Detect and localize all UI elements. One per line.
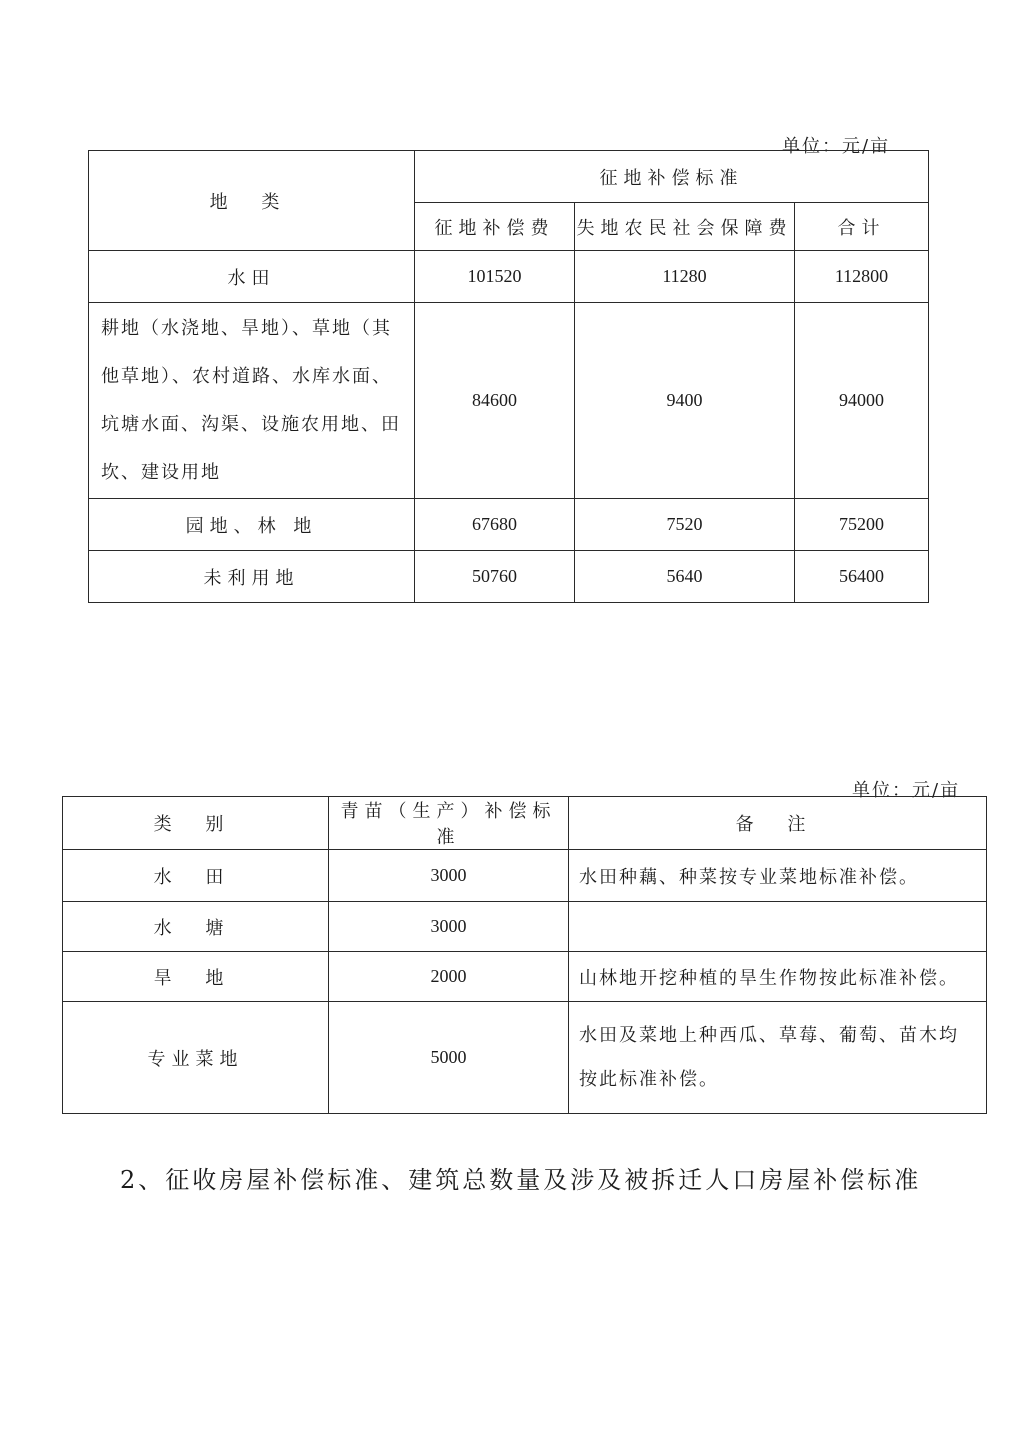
land-type-cell: 耕地（水浇地、旱地）、草地（其他草地）、农村道路、水库水面、坑塘水面、沟渠、设施农用地、田坎、建设用地: [89, 303, 415, 499]
security-cell: 9400: [575, 303, 795, 499]
table-row: [63, 952, 987, 1002]
remark-cell: [569, 902, 987, 952]
standard-cell: 5000: [329, 1002, 569, 1114]
security-cell: 11280: [575, 251, 795, 303]
table2-unit: 单位：元/亩: [852, 780, 961, 801]
header-land-type: 地 类: [89, 151, 415, 251]
land-type-cell: 未利用地: [89, 551, 415, 603]
security-cell: 7520: [575, 499, 795, 551]
header-social-security-fee: 失地农民社会保障费: [575, 203, 795, 251]
table-row: [89, 251, 929, 303]
table1-unit: 单位：元/亩: [782, 136, 891, 157]
standard-cell: 3000: [329, 902, 569, 952]
fee-cell: 50760: [415, 551, 575, 603]
header-remark: 备 注: [569, 797, 987, 850]
header-compensation-fee: 征地补偿费: [415, 203, 575, 251]
table-row: [63, 902, 987, 952]
category-cell: 水 田: [63, 850, 329, 902]
total-cell: 94000: [795, 303, 929, 499]
security-cell: 5640: [575, 551, 795, 603]
header-crop-standard: 青苗（生产）补偿标准: [329, 797, 569, 850]
table-row: [89, 303, 929, 499]
total-cell: 56400: [795, 551, 929, 603]
category-cell: 专业菜地: [63, 1002, 329, 1114]
land-type-cell: 水田: [89, 251, 415, 303]
land-type-cell: 园地、林 地: [89, 499, 415, 551]
standard-cell: 3000: [329, 850, 569, 902]
remark-cell: 水田种藕、种菜按专业菜地标准补偿。: [569, 850, 987, 902]
header-total: 合计: [795, 203, 929, 251]
header-category: 类 别: [63, 797, 329, 850]
table-row: [89, 499, 929, 551]
category-cell: 水 塘: [63, 902, 329, 952]
remark-cell: 山林地开挖种植的旱生作物按此标准补偿。: [569, 952, 987, 1002]
header-compensation-standard: 征地补偿标准: [415, 151, 929, 203]
crop-compensation-table: [62, 796, 987, 1114]
remark-cell: 水田及菜地上种西瓜、草莓、葡萄、苗木均按此标准补偿。: [569, 1002, 987, 1114]
land-compensation-table: [88, 150, 929, 603]
standard-cell: 2000: [329, 952, 569, 1002]
section-heading: 2、征收房屋补偿标准、建筑总数量及涉及被拆迁人口房屋补偿标准: [120, 1166, 922, 1194]
total-cell: 112800: [795, 251, 929, 303]
fee-cell: 101520: [415, 251, 575, 303]
fee-cell: 84600: [415, 303, 575, 499]
total-cell: 75200: [795, 499, 929, 551]
table-row: [89, 551, 929, 603]
category-cell: 旱 地: [63, 952, 329, 1002]
fee-cell: 67680: [415, 499, 575, 551]
table-row: [63, 1002, 987, 1114]
table-row: [63, 850, 987, 902]
